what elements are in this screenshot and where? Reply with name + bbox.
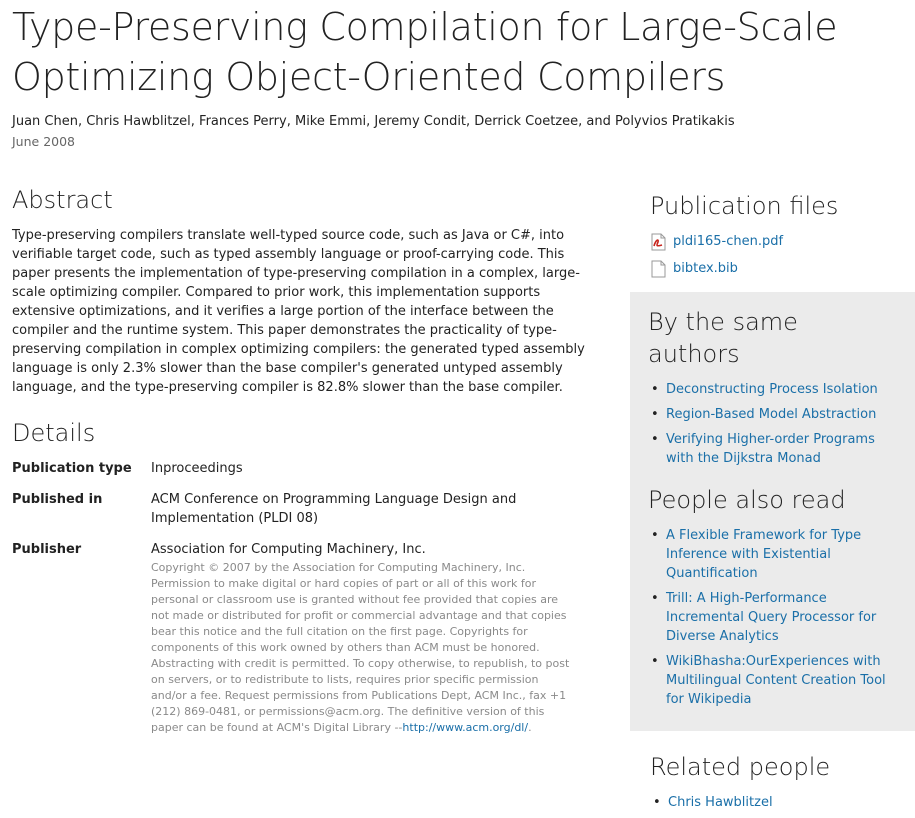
- list-item: [648, 652, 897, 709]
- files-heading: Publication files: [650, 192, 839, 220]
- list-item: [648, 430, 897, 468]
- list-item: [648, 589, 897, 646]
- detail-value: ACM Conference on Programming Language Design and Implementation (PLDI 08): [151, 492, 517, 526]
- acm-dl-link[interactable]: http://www.acm.org/dl/: [402, 721, 529, 734]
- list-item: [648, 405, 897, 424]
- list-item: [650, 793, 895, 812]
- same-authors-list: [648, 380, 897, 468]
- detail-label: Published in: [12, 492, 103, 507]
- paper-link[interactable]: Verifying Higher-order Programs with the Dijkstra Monad: [666, 432, 875, 466]
- author-list: Juan Chen, Chris Hawblitzel, Frances Perry, Mike Emmi, Jeremy Condit, Derrick Coetzee, and Polyvios Pratikakis: [12, 114, 735, 129]
- file-item-bib[interactable]: [650, 259, 915, 278]
- list-item: [648, 526, 897, 583]
- paper-link[interactable]: Region-Based Model Abstraction: [666, 407, 877, 422]
- related-list: [650, 793, 895, 812]
- copyright-end: .: [528, 721, 532, 734]
- abstract-heading: Abstract: [12, 186, 113, 214]
- detail-label: Publication type: [12, 461, 132, 476]
- file-link[interactable]: bibtex.bib: [673, 261, 738, 276]
- related-heading: Related people: [650, 753, 831, 781]
- copyright-text: Copyright © 2007 by the Association for Computing Machinery, Inc. Permission to make digital or hard copies of part or all of this work for personal or classroom use is granted without fee provided that copies are not made or distributed for profit or commercial advantage and that copies bear this notice and the full citation on the first page. Copyrights for components of this work owned by others than ACM must be honored. Abstracting with credit is permitted. To copy otherwise, to republish, to post on servers, or to redistribute to lists, requires prior specific permission and/or a fee. Request permissions from Publications Dept, ACM Inc., fax +1 (212) 869-0481, or permissions@acm.org. The definitive version of this paper can be found at ACM's Digital Library --: [151, 561, 570, 734]
- list-item: [648, 380, 897, 399]
- recommendations-panel: [630, 292, 915, 731]
- paper-link[interactable]: A Flexible Framework for Type Inference with Existential Quantification: [666, 528, 862, 581]
- pdf-icon: [650, 233, 667, 251]
- paper-link[interactable]: Trill: A High-Performance Incremental Query Processor for Diverse Analytics: [666, 591, 877, 644]
- document-icon: [650, 260, 667, 278]
- paper-link[interactable]: WikiBhasha:OurExperiences with Multilingual Content Creation Tool for Wikipedia: [666, 654, 886, 707]
- also-read-heading: People also read: [648, 486, 846, 514]
- detail-row-publication-type: [12, 459, 592, 478]
- publication-files: [630, 190, 915, 278]
- detail-label: Publisher: [12, 542, 82, 557]
- publication-date: June 2008: [12, 134, 76, 149]
- file-link[interactable]: pldi165-chen.pdf: [673, 234, 784, 249]
- same-authors-heading: By the same authors: [648, 308, 798, 368]
- file-item-pdf[interactable]: [650, 232, 915, 251]
- details-table: [12, 459, 592, 736]
- page-title: Type-Preserving Compilation for Large-Scale Optimizing Object-Oriented Compilers: [12, 5, 838, 99]
- details-heading: Details: [12, 419, 96, 447]
- detail-row-publisher: [12, 540, 592, 736]
- copyright-notice: [151, 560, 576, 736]
- detail-value: [151, 540, 576, 736]
- person-link[interactable]: Chris Hawblitzel: [668, 795, 773, 810]
- related-people: [630, 731, 915, 812]
- detail-row-published-in: [12, 490, 592, 528]
- also-read-list: [648, 526, 897, 709]
- abstract-text: Type-preserving compilers translate well-typed source code, such as Java or C#, into verifiable target code, such as typed assembly language or proof-carrying code. This paper presents the implementation of type-preserving compilation in a complex, large-scale optimizing compiler. Compared to prior work, this implementation supports extensive optimizations, and it verifies a large portion of the interface between the compiler and the runtime system. This paper demonstrates the practicality of type-preserving compilation in complex optimizing compilers: the generated typed assembly language is only 2.3% slower than the base compiler's generated untyped assembly language, and the type-preserving compiler is 82.8% slower than the base compiler.: [12, 228, 585, 395]
- main-content: [12, 184, 592, 748]
- sidebar: [630, 190, 915, 818]
- detail-value: Inproceedings: [151, 461, 243, 476]
- paper-link[interactable]: Deconstructing Process Isolation: [666, 382, 878, 397]
- publisher-name: Association for Computing Machinery, Inc.: [151, 542, 426, 557]
